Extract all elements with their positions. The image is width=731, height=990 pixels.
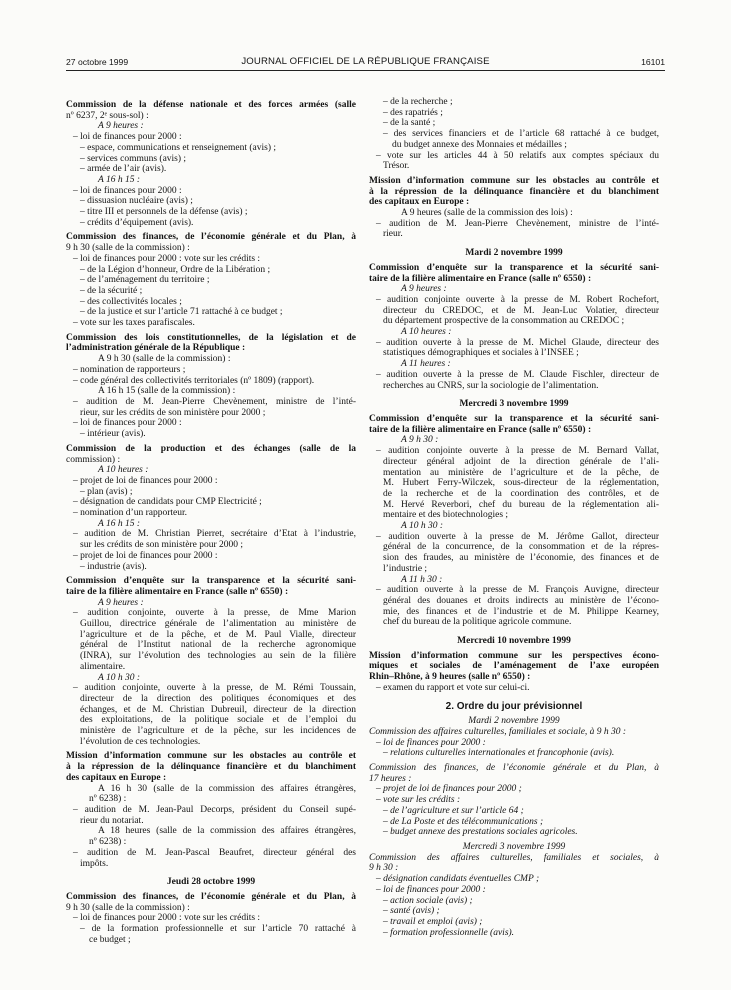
text-line: – loi de finances pour 2000 : (376, 737, 486, 748)
text-line: du budget annexe des Monnaies et médailles ; (392, 139, 567, 150)
text-line: nº 6238) : (89, 837, 127, 848)
text-line: de la recherche et de la coordination des contrôles, et de (383, 488, 659, 499)
text-line: miques et sociales de l’aménagement de l’axe européen (369, 661, 659, 672)
text-line: échanges, et de M. Christian Dubreuil, directeur de la direction (80, 704, 356, 715)
text-line: 17 heures : (369, 773, 412, 784)
text-line: – de la formation professionnelle et sur l’article 70 rattaché à (80, 924, 356, 935)
text-line: Commission d’enquête sur la transparence et la sécurité sani- (66, 576, 356, 587)
text-line: – de l’aménagement du territoire ; (80, 275, 210, 286)
text-line: – intérieur (avis). (80, 429, 146, 440)
text-line: – loi de finances pour 2000 : vote sur les crédits : (73, 913, 261, 924)
text-line: impôts. (80, 858, 109, 869)
text-line: – audition de M. Jean-Pierre Chevènement, ministre de l’inté- (73, 396, 356, 407)
text-line: – de la recherche ; (383, 97, 453, 107)
text-line: – projet de loi de finances pour 2000 : (73, 475, 218, 486)
text-line: – de la Légion d’honneur, Ordre de la Libération ; (80, 264, 271, 275)
text-line: taire de la filière alimentaire en France (salle nº 6550) : (369, 424, 592, 435)
text-line: mentaire et des biotechnologies ; (383, 510, 509, 521)
text-line: l’industrie ; (383, 563, 428, 574)
text-line: – audition conjointe, ouverte à la presse, de Mme Marion (73, 608, 356, 619)
text-line: général de l’Institut national de la recherche agronomique (80, 640, 356, 651)
text-line: – de La Poste et des télécommunications ; (383, 816, 544, 827)
text-line: – code général des collectivités territoriales (nº 1809) (rapport). (73, 375, 315, 386)
text-line: – loi de finances pour 2000 : (376, 884, 486, 895)
left-column (66, 100, 356, 945)
text-line: – de la santé ; (383, 118, 436, 129)
text-line: – audition de M. Christian Pierret, secrétaire d’Etat à l’industrie, (73, 529, 356, 540)
text-line: sion des fraudes, au ministère de l’économie, des finances et de (383, 553, 659, 564)
text-line: A 9 h 30 (salle de la commission) : (98, 354, 231, 365)
text-line: Commission de la production et des échanges (salle de la (66, 443, 356, 454)
text-line: (INRA), sur l’évolution des technologies au sein de la filière (80, 651, 356, 662)
text-line: A 11 h 30 : (401, 574, 443, 585)
page-header (66, 55, 665, 69)
text-line: du département prospective de la consommation au CREDOC ; (383, 316, 625, 327)
text-line: taire de la filière alimentaire en France (salle nº 6550) : (369, 273, 592, 284)
text-line: – titre III et personnels de la défense (avis) ; (80, 207, 248, 218)
text-line: – audition de M. Jean-Pierre Chevènement, ministre de l’inté- (376, 218, 659, 229)
text-line: – désignation candidats éventuelles CMP ; (376, 874, 540, 885)
text-line: à la répression de la délinquance financière et du blanchiment (369, 186, 659, 197)
text-line: – de l’agriculture et sur l’article 64 ; (383, 805, 524, 816)
text-line: – audition de M. Jean-Paul Decorps, président du Conseil supé- (73, 805, 356, 815)
text-line: – santé (avis) ; (383, 906, 440, 917)
text-line: A 18 heures (salle de la commission des affaires étrangères, (98, 826, 356, 837)
text-line: à la répression de la délinquance financière et du blanchiment (66, 762, 356, 773)
text-line: – services communs (avis) ; (80, 153, 187, 164)
text-line: – vote sur les taxes parafiscales. (73, 318, 195, 329)
text-line: – relations culturelles internationales et francophonie (avis). (383, 748, 615, 759)
text-line: – projet de loi de finances pour 2000 : (73, 550, 218, 561)
text-line: A 16 h 15 : (98, 174, 141, 185)
page-number: 16101 (641, 57, 665, 67)
text-line: – loi de finances pour 2000 : (73, 418, 182, 429)
text-line: l’évolution de ces technologies. (80, 736, 201, 747)
text-line: Mission d’information commune sur les obstacles au contrôle et (369, 175, 659, 186)
text-line: 2. Ordre du jour prévisionnel (445, 700, 583, 712)
text-line: Commission de la défense nationale et des forces armées (salle (66, 100, 356, 110)
text-line: Commission des finances, de l’économie générale et du Plan, à (66, 232, 356, 243)
text-line: – formation professionnelle (avis). (383, 927, 515, 938)
text-line: – industrie (avis). (80, 561, 147, 572)
text-line: 9 h 30 (salle de la commission) : (66, 243, 190, 254)
text-line: recherches au CNRS, sur la sociologie de l’alimentation. (383, 380, 599, 391)
text-line: – audition conjointe ouverte à la presse de M. Robert Rochefort, (376, 294, 659, 305)
text-line: général de la concurrence, de la consommation et de la répres- (383, 542, 659, 553)
text-line: des capitaux en Europe : (369, 197, 470, 208)
text-line: ce budget ; (89, 934, 131, 945)
text-line: rieur. (383, 229, 403, 240)
text-line: Mardi 2 novembre 1999 (465, 248, 563, 259)
text-line: chef du bureau de la politique agricole commune. (383, 617, 572, 628)
text-line: mentation au ministère de l’agriculture et de la pêche, de (383, 467, 659, 478)
text-line: – audition conjointe ouverte à la presse de M. Bernard Vallat, (376, 446, 659, 457)
text-line: – de la sécurité ; (80, 285, 143, 296)
text-line: A 10 h 30 : (401, 521, 444, 532)
text-line: Mercredi 10 novembre 1999 (457, 636, 571, 647)
text-line: A 16 h 15 : (98, 518, 141, 529)
text-line: – espace, communications et renseignement (avis) ; (80, 142, 277, 153)
text-line: Trésor. (383, 161, 410, 172)
text-line: – loi de finances pour 2000 : vote sur les crédits : (73, 253, 261, 264)
text-line: M. Hervé Reverbori, chef du bureau de la réglementation ali- (383, 499, 659, 510)
text-line: mie, des finances et de l’industrie et de M. Philippe Kearney, (383, 606, 659, 617)
text-line: Commission des affaires culturelles, familiales et sociale, à 9 h 30 : (369, 726, 627, 737)
text-line: Commission des lois constitutionnelles, de la législation et de (66, 332, 356, 343)
text-line: – des collectivités locales ; (80, 296, 182, 307)
text-line: A 16 h 30 (salle de la commission des affaires étrangères, (98, 783, 356, 794)
text-line: – loi de finances pour 2000 : (73, 132, 182, 143)
text-line: A 10 heures : (401, 327, 452, 338)
text-line: A 16 h 15 (salle de la commission) : (98, 386, 236, 397)
text-line: – loi de finances pour 2000 : (73, 185, 182, 196)
text-line: – audition de M. Jean-Pascal Beaufret, directeur général des (73, 847, 356, 858)
text-line: ministère de l’agriculture et de la pêche, sur les incidences de (80, 726, 356, 737)
text-line: rieur du notariat. (80, 815, 144, 826)
text-line: – de la justice et sur l’article 71 rattaché à ce budget ; (80, 307, 283, 318)
text-line: taire de la filière alimentaire en France (salle nº 6550) : (66, 586, 289, 597)
text-line: – des rapatriés ; (383, 107, 443, 118)
text-line: A 11 heures : (401, 359, 451, 370)
text-line: – vote sur les crédits : (376, 795, 461, 806)
text-line: directeur de la direction des politiques économiques et des (80, 693, 356, 704)
text-line: – audition conjointe, ouverte à la presse, de M. Rémi Toussain, (73, 683, 356, 694)
text-line: Commission d’enquête sur la transparence et la sécurité sani- (369, 262, 659, 273)
text-line: des exploitations, de la politique sociale et de l’emploi du (80, 715, 356, 726)
text-line: – des services financiers et de l’article 68 rattaché à ce budget, (383, 129, 659, 140)
text-line: nº 6238) : (89, 794, 127, 805)
text-line: Mission d’information commune sur les obstacles au contrôle et (66, 751, 356, 762)
text-line: A 9 heures : (98, 597, 144, 608)
text-line: nº 6237, 2ᵉ sous-sol) : (66, 110, 149, 121)
text-line: – audition ouverte à la presse de M. Jérôme Gallot, directeur (376, 531, 659, 542)
text-line: Mardi 2 novembre 1999 (468, 716, 560, 727)
text-line: – audition ouverte à la presse de M. François Auvigne, directeur (376, 585, 659, 596)
text-line: Rhin–Rhône, à 9 heures (salle nº 6550) : (369, 672, 531, 683)
text-line: – désignation de candidats pour CMP Electricité ; (73, 497, 262, 508)
text-line: commission) : (66, 454, 121, 465)
text-line: A 9 heures : (401, 284, 447, 295)
text-line: – audition ouverte à la presse de M. Claude Fischler, directeur de (376, 369, 659, 380)
text-line: – budget annexe des prestations sociales agricoles. (383, 827, 578, 838)
text-line: directeur du CREDOC, et de M. Jean-Luc Volatier, directeur (383, 305, 659, 316)
text-line: – travail et emploi (avis) ; (383, 916, 483, 927)
text-line: – armée de l’air (avis). (80, 164, 167, 175)
text-line: – action sociale (avis) ; (383, 895, 473, 906)
text-line: 9 h 30 : (369, 863, 399, 874)
text-line: 9 h 30 (salle de la commission) : (66, 902, 190, 913)
journal-title: JOURNAL OFFICIEL DE LA RÉPUBLIQUE FRANÇAISE (241, 56, 490, 67)
text-line: A 9 h 30 : (401, 435, 439, 446)
text-line: Guillou, directrice générale de l’alimentation au ministère de (80, 619, 356, 630)
text-line: A 9 heures : (98, 121, 144, 132)
text-line: A 10 heures : (98, 465, 149, 476)
text-line: rieur, sur les crédits de son ministère pour 2000 ; (80, 407, 266, 418)
text-line: Commission des finances, de l’économie générale et du Plan, à (369, 763, 659, 774)
text-line: – projet de loi de finances pour 2000 ; (376, 784, 522, 795)
text-line: – dissuasion nucléaire (avis) ; (80, 196, 193, 207)
text-line: Commission d’enquête sur la transparence et la sécurité sani- (369, 413, 659, 424)
text-line: A 9 heures (salle de la commission des lois) : (401, 208, 573, 219)
text-line: A 10 h 30 : (98, 672, 141, 683)
text-line: sur les crédits de son ministère pour 2000 ; (80, 540, 244, 551)
text-line: – vote sur les articles 44 à 50 relatifs aux comptes spéciaux du (376, 150, 659, 161)
text-line: Mission d’information commune sur les perspectives écono- (369, 650, 659, 661)
header-date: 27 octobre 1999 (66, 57, 129, 67)
right-column (369, 97, 659, 938)
text-line: Jeudi 28 octobre 1999 (166, 877, 256, 888)
text-line: statistiques démographiques et sociales à l’INSEE ; (383, 348, 579, 359)
text-line: l’agriculture et de la pêche, et de M. Paul Vialle, directeur (80, 629, 356, 640)
text-line: – crédits d’équipement (avis). (80, 217, 194, 228)
text-line: – plan (avis) ; (80, 486, 133, 497)
text-line: Mercredi 3 novembre 1999 (462, 842, 566, 852)
text-line: des capitaux en Europe : (66, 772, 167, 783)
header-rule (66, 70, 665, 71)
text-line: général des douanes et droits indirects au ministère de l’écono- (383, 595, 659, 606)
text-line: – nomination d’un rapporteur. (73, 508, 187, 519)
text-line: – audition ouverte à la presse de M. Michel Glaude, directeur des (376, 337, 659, 348)
text-line: Commission des affaires culturelles, familiales et sociales, à (369, 852, 659, 863)
text-line: Commission des finances, de l’économie générale et du Plan, à (66, 891, 356, 902)
text-line: l’administration générale de la République : (66, 343, 246, 354)
text-line: – nomination de rapporteurs ; (73, 364, 186, 375)
text-line: directeur général adjoint de la direction générale de l’ali- (383, 456, 659, 467)
text-line: M. Hubert Ferry-Wilczek, sous-directeur de la réglementation, (383, 478, 659, 489)
text-line: Mercredi 3 novembre 1999 (459, 399, 569, 410)
text-line: – examen du rapport et vote sur celui-ci. (376, 682, 530, 693)
text-line: alimentaire. (80, 661, 126, 672)
